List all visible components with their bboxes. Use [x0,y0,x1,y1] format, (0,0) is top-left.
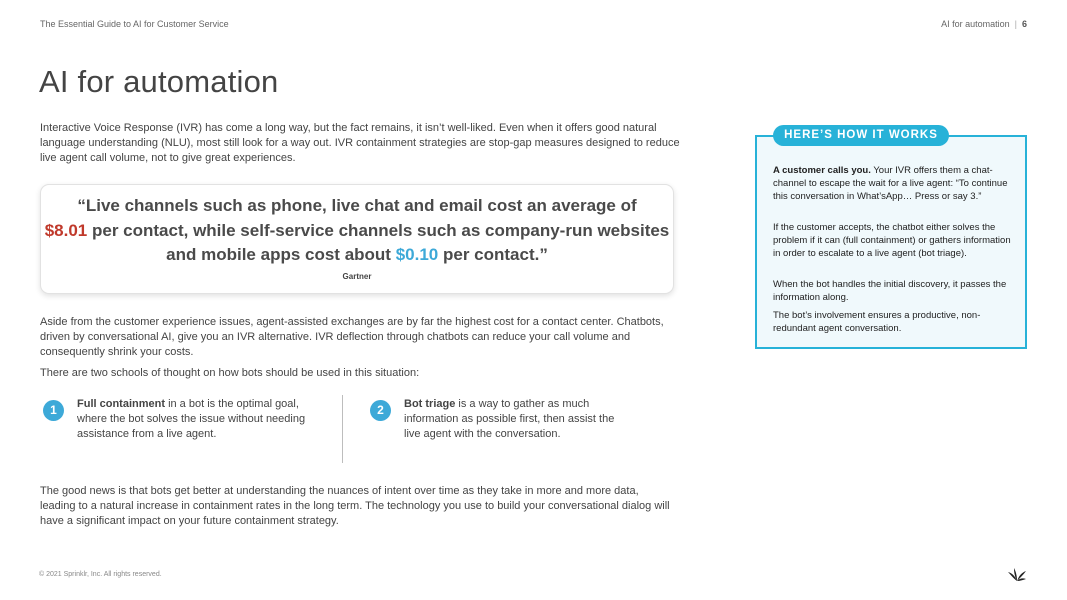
school-term: Full containment [77,398,165,410]
price-live-channels: $8.01 [44,220,88,240]
price-self-service: $0.10 [395,245,439,264]
sprinklr-logo-icon [1007,567,1027,582]
school-description: in a bot is the optimal goal, where the bot solves the issue without needing assistance from a live agent. [77,398,306,440]
quote-source: Gartner [342,272,372,281]
body-paragraph-schools: There are two schools of thought on how bots should be used in this situation: [40,367,420,379]
school-term: Bot triage [404,398,456,410]
how-step-1-text: Your IVR offers them a chat-channel to escape the wait for a live agent: “To continue this conversation in What’sApp… Press or say 3.” [773,165,1008,202]
quote-part-1: “Live channels such as phone, live chat and email cost an average of [77,196,637,215]
intro-paragraph: Interactive Voice Response (IVR) has come a long way, but the fact remains, it isn’t well-liked. Even when it offers good natural language understanding (NLU), most still look for a way out. IVR containment strategies are stop-gap measures designed to reduce live agent call volume, not to give great experiences. [40,122,680,164]
quote-card [40,184,674,294]
quote-part-2: per contact, while self-service channels such as company-run websites and mobile apps cost about [92,220,670,264]
header-doc-title: The Essential Guide to AI for Customer Service [40,19,229,29]
header-separator: | [1014,19,1017,29]
how-step-4: The bot’s involvement ensures a productive, non-redundant agent conversation. [773,310,981,334]
how-it-works-label: HERE’S HOW IT WORKS [773,125,949,146]
school-description: is a way to gather as much information as possible first, then assist the live agent with the conversation. [404,398,615,440]
header-section-name: AI for automation [941,19,1010,29]
school-bot-triage [404,397,629,442]
page-title: AI for automation [39,64,279,99]
quote-part-3: per contact.” [442,245,548,264]
body-paragraph-costs: Aside from the customer experience issues, agent-assisted exchanges are by far the highest cost for a contact center. Chatbots, driven by conversational AI, give you an IVR alternative. IVR deflection through chatbots can reduce your call volume and consequently shrink your costs. [40,316,664,358]
how-step-3: When the bot handles the initial discovery, it passes the information along. [773,279,1007,303]
school-full-containment [77,397,307,442]
footer-copyright: © 2021 Sprinklr, Inc. All rights reserved. [39,571,162,578]
number-badge-2: 2 [370,400,391,421]
quote-text [41,194,673,268]
how-step-2: If the customer accepts, the chatbot either solves the problem if it can (full containment) or gathers information in order to escalate to a live agent (bot triage). [773,222,1011,259]
how-step-1-lead: A customer calls you. [773,165,871,176]
conclusion-paragraph: The good news is that bots get better at understanding the nuances of intent over time as they take in more and more data, leading to a natural increase in containment rates in the long term. The technology you use to build your conversational dialog will have a significant impact on your future containment strategy. [40,485,670,527]
page-number: 6 [1021,19,1027,29]
how-step-1 [773,164,1013,203]
divider [342,395,343,463]
number-badge-1: 1 [43,400,64,421]
header-section [941,19,1027,29]
